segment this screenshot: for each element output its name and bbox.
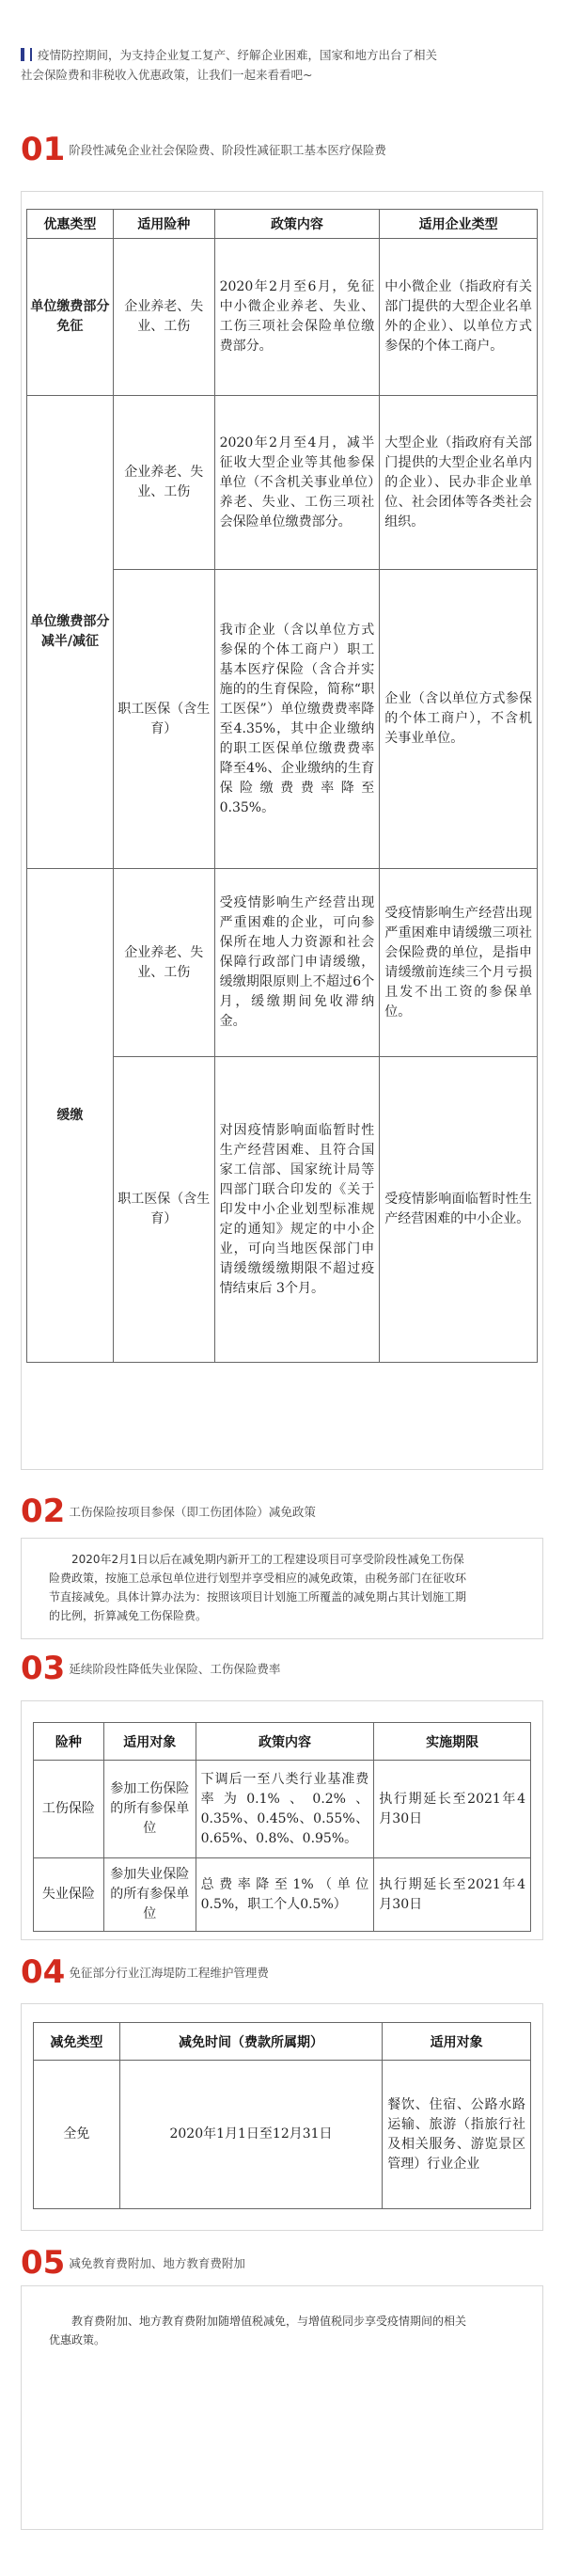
table-row (34, 1761, 531, 1858)
section-02-heading (21, 1493, 316, 1530)
insurance-cell: 企业养老、失业、工伤 (113, 239, 214, 396)
table-header-row (27, 210, 538, 239)
section-03-heading (21, 1650, 281, 1687)
section-number: 05 (21, 2244, 66, 2282)
section-number: 02 (21, 1493, 66, 1530)
type-cell: 全免 (34, 2061, 120, 2209)
section-05-heading (21, 2244, 245, 2282)
insurance-cell: 企业养老、失业、工伤 (113, 869, 214, 1057)
policy-table-1 (26, 209, 538, 1363)
header-cell: 减免时间（费款所属期） (119, 2023, 382, 2061)
header-cell: 险种 (34, 1723, 104, 1761)
table-row (27, 869, 538, 1057)
header-cell: 适用企业类型 (380, 210, 538, 239)
section-02-text (49, 1550, 519, 1625)
intro-text (21, 45, 543, 85)
section-number: 03 (21, 1650, 66, 1687)
intro-bar-thin-icon (30, 48, 32, 61)
header-cell: 适用险种 (113, 210, 214, 239)
insurance-cell: 职工医保（含生育） (113, 570, 214, 869)
table-row (27, 239, 538, 396)
insurance-cell: 企业养老、失业、工伤 (113, 396, 214, 570)
type-cell: 失业保险 (34, 1858, 104, 1932)
policy-table-4 (33, 2022, 531, 2209)
header-cell: 实施期限 (374, 1723, 531, 1761)
table-row (34, 1858, 531, 1932)
content-cell: 我市企业（含以单位方式参保的个体工商户）职工基本医疗保险（含合并实施的的生育保险，简称“职工医保”）单位缴费费率降至4.35%，其中企业缴纳的职工医保单位缴费费率降至4%、企业缴纳的生育保险缴费费率降至0.35%。 (214, 570, 380, 869)
content-cell: 总费率降至1%（单位0.5%，职工个人0.5%） (196, 1858, 374, 1932)
section-05-text (49, 2312, 519, 2349)
object-cell: 餐饮、住宿、公路水路运输、旅游（指旅行社及相关服务、游览景区管理）行业企业 (383, 2061, 531, 2209)
intro-line-2: 社会保险费和非税收入优惠政策，让我们一起来看看吧~ (21, 68, 313, 82)
table-row (34, 2061, 531, 2209)
group-type-cell: 单位缴费部分减半/减征 (27, 396, 114, 869)
header-cell: 政策内容 (214, 210, 380, 239)
header-cell: 减免类型 (34, 2023, 120, 2061)
enterprise-cell: 中小微企业（指政府有关部门提供的大型企业名单外的企业）、以单位方式参保的个体工商户。 (380, 239, 538, 396)
type-cell: 工伤保险 (34, 1761, 104, 1858)
enterprise-cell: 大型企业（指政府有关部门提供的大型企业名单内的企业）、民办非企业单位、社会团体等各类社会组织。 (380, 396, 538, 570)
period-cell: 执行期延长至2021年4月30日 (374, 1858, 531, 1932)
time-cell: 2020年1月1日至12月31日 (119, 2061, 382, 2209)
content-cell: 2020年2月至6月，免征中小微企业养老、失业、工伤三项社会保险单位缴费部分。 (214, 239, 380, 396)
object-cell: 参加工伤保险的所有参保单位 (103, 1761, 196, 1858)
text-line: 2020年2月1日以后在减免期内新开工的工程建设项目可享受阶段性减免工伤保 (71, 1553, 464, 1566)
content-cell: 对因疫情影响面临暂时性生产经营困难、且符合国家工信部、国家统计局等四部门联合印发的《关于印发中小企业划型标准规定的通知》规定的中小企业，可向当地医保部门申请缓缴缓缴期限不超过疫情结束后 3个月。 (214, 1057, 380, 1363)
section-number: 01 (21, 131, 66, 168)
header-cell: 适用对象 (103, 1723, 196, 1761)
enterprise-cell: 受疫情影响生产经营出现严重困难申请缓缴三项社会保险费的单位，是指申请缓缴前连续三个月亏损且发不出工资的参保单位。 (380, 869, 538, 1057)
insurance-cell: 职工医保（含生育） (113, 1057, 214, 1363)
content-cell: 2020年2月至4月，减半征收大型企业等其他参保单位（不含机关事业单位）养老、失业、工伤三项社会保险单位缴费部分。 (214, 396, 380, 570)
period-cell: 执行期延长至2021年4月30日 (374, 1761, 531, 1858)
text-line: 险费政策，按施工总承包单位进行划型并享受相应的减免政策，由税务部门在征收环 (49, 1572, 467, 1585)
section-title: 减免教育费附加、地方教育费附加 (69, 2256, 245, 2270)
group-type-cell: 缓缴 (27, 869, 114, 1363)
table-header-row (34, 2023, 531, 2061)
section-number: 04 (21, 1953, 66, 1991)
object-cell: 参加失业保险的所有参保单位 (103, 1858, 196, 1932)
intro-line-1: 疫情防控期间，为支持企业复工复产、纾解企业困难，国家和地方出台了相关 (38, 48, 438, 62)
text-line: 优惠政策。 (49, 2333, 106, 2347)
enterprise-cell: 企业（含以单位方式参保的个体工商户），不含机关事业单位。 (380, 570, 538, 869)
table-header-row (34, 1723, 531, 1761)
group-type-cell: 单位缴费部分免征 (27, 239, 114, 396)
intro-bar-icon (21, 48, 24, 61)
section-title: 阶段性减免企业社会保险费、阶段性减征职工基本医疗保险费 (69, 143, 386, 157)
header-cell: 适用对象 (383, 2023, 531, 2061)
text-line: 节直接减免。具体计算办法为：按照该项目计划施工所覆盖的减免期占其计划施工期 (49, 1590, 467, 1604)
content-cell: 下调后一至八类行业基准费率为0.1%、0.2%、0.35%、0.45%、0.55%、0.65%、0.8%、0.95%。 (196, 1761, 374, 1858)
section-01-heading (21, 131, 386, 168)
table-row (27, 396, 538, 570)
header-cell: 政策内容 (196, 1723, 374, 1761)
section-04-heading (21, 1953, 269, 1991)
text-line: 教育费附加、地方教育费附加随增值税减免，与增值税同步享受疫情期间的相关 (71, 2315, 467, 2328)
enterprise-cell: 受疫情影响面临暂时性生产经营困难的中小企业。 (380, 1057, 538, 1363)
section-title: 工伤保险按项目参保（即工伤团体险）减免政策 (69, 1505, 316, 1519)
header-cell: 优惠类型 (27, 210, 114, 239)
text-line: 的比例，折算减免工伤保险费。 (49, 1609, 208, 1622)
policy-table-3 (33, 1722, 531, 1932)
section-title: 免征部分行业江海堤防工程维护管理费 (69, 1966, 269, 1980)
section-title: 延续阶段性降低失业保险、工伤保险费率 (69, 1662, 281, 1676)
content-cell: 受疫情影响生产经营出现严重困难的企业，可向参保所在地人力资源和社会保障行政部门申请缓缴，缓缴期限原则上不超过6个月，缓缴期间免收滞纳金。 (214, 869, 380, 1057)
